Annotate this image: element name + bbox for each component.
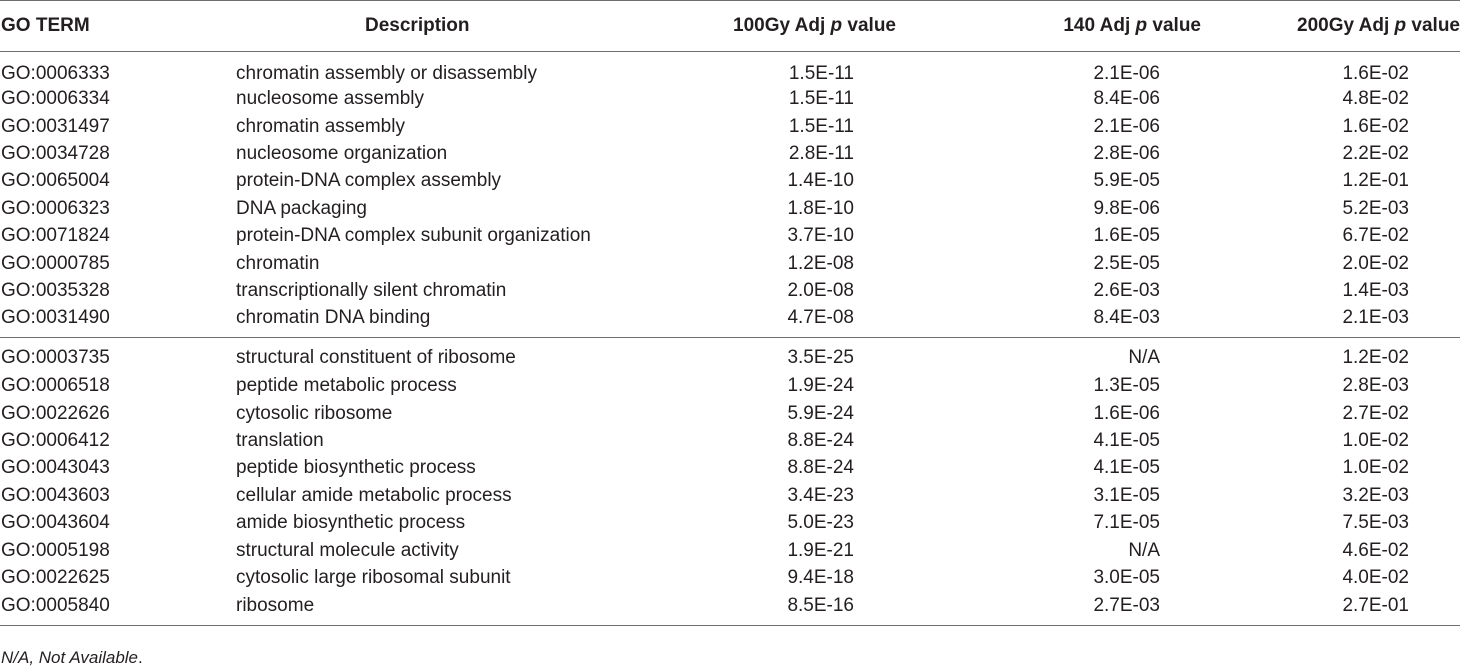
cell-description: chromatin assembly [236,115,405,137]
cell-100gy: 4.7E-08 [787,306,854,328]
cell-description: chromatin DNA binding [236,306,431,328]
cell-description: structural molecule activity [236,539,459,561]
cell-140: 2.1E-06 [1093,62,1160,84]
table-row [0,427,1460,454]
footnote-abbreviation: N/A, Not Available [1,648,139,667]
cell-go-term: GO:0006412 [1,430,110,452]
header-140-p: p [1135,15,1148,36]
cell-description: cytosolic large ribosomal subunit [236,567,511,589]
cell-go-term: GO:0022625 [1,567,110,589]
table-row [0,537,1460,564]
cell-200gy: 1.0E-02 [1342,430,1409,452]
cell-140: 1.3E-05 [1093,375,1160,397]
cell-140: 1.6E-05 [1093,225,1160,247]
cell-100gy: 1.4E-10 [787,170,854,192]
cell-140: N/A [1036,338,1236,373]
cell-go-term: GO:0071824 [1,225,110,247]
cell-go-term: GO:0005840 [0,592,236,626]
cell-140: 4.1E-05 [1093,430,1160,452]
cell-go-term: GO:0005198 [1,539,110,561]
header-200gy-p: p [1394,15,1407,36]
table-footnote [1,648,143,668]
table-row [0,277,1460,304]
cell-description: nucleosome assembly [236,88,424,110]
cell-200gy: 6.7E-02 [1342,225,1409,247]
cell-go-term: GO:0031497 [1,115,110,137]
cell-description: protein-DNA complex subunit organization [236,225,591,247]
cell-description: chromatin [236,252,320,274]
cell-200gy: 2.0E-02 [1342,252,1409,274]
cell-140: N/A [1128,539,1160,561]
cell-200gy: 1.6E-02 [1342,115,1409,137]
cell-description: ribosome [236,592,604,626]
cell-100gy: 9.4E-18 [787,567,854,589]
header-100gy-suffix: value [842,15,896,36]
cell-140: 8.4E-03 [1093,306,1160,328]
cell-200gy: 2.2E-02 [1342,142,1409,164]
cell-description: chromatin assembly or disassembly [236,62,537,84]
cell-description: amide biosynthetic process [236,512,466,534]
cell-140: 2.5E-05 [1093,252,1160,274]
header-140-suffix: value [1147,15,1201,36]
cell-100gy: 8.8E-24 [787,430,854,452]
cell-140: 9.8E-06 [1093,197,1160,219]
cell-go-term: GO:0035328 [1,279,110,301]
header-200gy-adj-p-value [1236,1,1460,52]
cell-140: 3.0E-05 [1093,567,1160,589]
cell-go-term: GO:0065004 [1,170,110,192]
cell-200gy: 4.6E-02 [1342,539,1409,561]
table-row [0,400,1460,427]
table-row [0,140,1460,167]
cell-description: translation [236,430,324,452]
cell-description: peptide metabolic process [236,375,457,397]
header-100gy-prefix: 100Gy Adj [733,15,831,36]
cell-go-term: GO:0034728 [1,142,110,164]
cell-100gy: 1.5E-11 [788,88,854,110]
cell-200gy: 2.8E-03 [1342,375,1409,397]
cell-go-term: GO:0043603 [1,484,110,506]
cell-200gy: 4.0E-02 [1342,567,1409,589]
table-row [0,195,1460,222]
cell-go-term: GO:0006323 [1,197,110,219]
header-140-prefix: 140 Adj [1063,15,1136,36]
cell-200gy: 1.2E-01 [1342,170,1409,192]
header-100gy-adj-p-value [604,1,1036,52]
cell-go-term: GO:0006334 [1,88,110,110]
cell-100gy: 1.8E-10 [787,197,854,219]
cell-100gy: 3.4E-23 [787,484,854,506]
cell-100gy: 5.9E-24 [787,402,854,424]
cell-description: nucleosome organization [236,142,448,164]
cell-200gy: 2.7E-02 [1342,402,1409,424]
cell-200gy: 1.0E-02 [1342,457,1409,479]
cell-200gy: 1.2E-02 [1236,338,1460,373]
cell-140: 3.1E-05 [1093,484,1160,506]
table-row [0,482,1460,509]
cell-200gy: 2.7E-01 [1236,592,1460,626]
cell-140: 2.1E-06 [1093,115,1160,137]
table-row [0,250,1460,277]
cell-100gy: 8.8E-24 [787,457,854,479]
cell-description: cellular amide metabolic process [236,484,512,506]
cell-100gy: 2.0E-08 [787,279,854,301]
table-body [0,52,1460,626]
cell-140: 1.6E-06 [1093,402,1160,424]
cell-100gy: 3.5E-25 [604,338,1036,373]
cell-go-term: GO:0022626 [1,402,110,424]
table-row [0,222,1460,249]
cell-description: transcriptionally silent chromatin [236,279,507,301]
cell-200gy: 1.4E-03 [1342,279,1409,301]
cell-100gy: 1.9E-24 [787,375,854,397]
cell-go-term: GO:0043043 [1,457,110,479]
table-row [0,305,1460,338]
cell-description: structural constituent of ribosome [236,338,604,373]
cell-140: 4.1E-05 [1093,457,1160,479]
table-row [0,510,1460,537]
cell-100gy: 3.7E-10 [787,225,854,247]
cell-200gy: 7.5E-03 [1342,512,1409,534]
cell-100gy: 1.5E-11 [788,62,854,84]
cell-description: DNA packaging [236,197,367,219]
header-100gy-p: p [830,15,843,36]
cell-140: 2.8E-06 [1093,142,1160,164]
cell-description: protein-DNA complex assembly [236,170,502,192]
table-row [0,52,1460,86]
table-row [0,168,1460,195]
cell-100gy: 1.2E-08 [787,252,854,274]
header-200gy-prefix: 200Gy Adj [1297,15,1395,36]
header-200gy-suffix: value [1406,15,1460,36]
header-140-adj-p-value [1036,1,1236,52]
cell-100gy: 5.0E-23 [787,512,854,534]
cell-140: 7.1E-05 [1093,512,1160,534]
cell-go-term: GO:0000785 [1,252,110,274]
cell-100gy: 8.5E-16 [604,592,1036,626]
table-row [0,113,1460,140]
table-row [0,338,1460,373]
cell-140: 8.4E-06 [1093,88,1160,110]
table-row [0,86,1460,113]
footnote-period: . [138,648,143,667]
table-row [0,592,1460,626]
cell-200gy: 1.6E-02 [1342,62,1409,84]
cell-200gy: 4.8E-02 [1342,88,1409,110]
cell-140: 2.7E-03 [1036,592,1236,626]
cell-200gy: 5.2E-03 [1342,197,1409,219]
cell-go-term: GO:0031490 [1,306,110,328]
table-row [0,564,1460,591]
table-row [0,373,1460,400]
cell-140: 5.9E-05 [1093,170,1160,192]
header-go-term: GO TERM [0,1,236,52]
cell-100gy: 1.5E-11 [788,115,854,137]
cell-go-term: GO:0006333 [1,62,110,84]
cell-140: 2.6E-03 [1093,279,1160,301]
header-description: Description [236,1,604,52]
cell-200gy: 2.1E-03 [1342,306,1409,328]
table-row [0,455,1460,482]
cell-description: cytosolic ribosome [236,402,393,424]
table-header-row [0,1,1460,52]
cell-go-term: GO:0043604 [1,512,110,534]
cell-go-term: GO:0003735 [0,338,236,373]
cell-100gy: 2.8E-11 [788,142,854,164]
cell-description: peptide biosynthetic process [236,457,476,479]
cell-200gy: 3.2E-03 [1342,484,1409,506]
cell-100gy: 1.9E-21 [787,539,854,561]
cell-go-term: GO:0006518 [1,375,110,397]
